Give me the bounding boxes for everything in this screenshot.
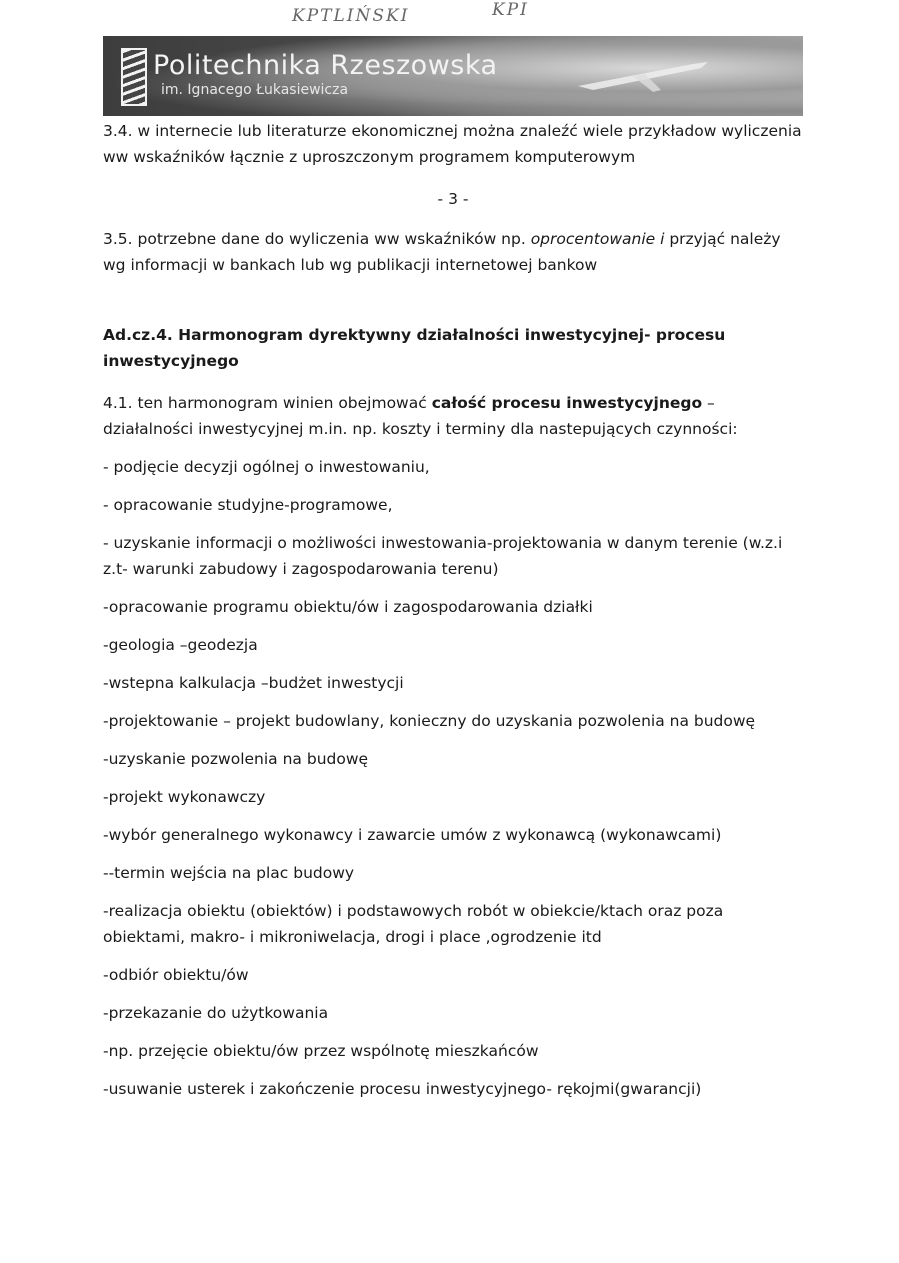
list-item: -opracowanie programu obiektu/ów i zagospodarowania działki xyxy=(103,598,593,616)
list-item: -geologia –geodezja xyxy=(103,636,258,654)
university-name: Politechnika Rzeszowska xyxy=(153,50,498,81)
list-item: -uzyskanie pozwolenia na budowę xyxy=(103,750,369,768)
airplane-icon xyxy=(573,56,713,96)
paragraph-4-1 xyxy=(103,390,803,442)
list-item: --termin wejścia na plac budowy xyxy=(103,864,355,882)
section-heading: Ad.cz.4. Harmonogram dyrektywny działalności inwestycyjnej- procesu inwestycyjnego xyxy=(103,326,726,370)
paragraph-3-5-text-end: przyjąć należy wg informacji w bankach lub wg publikacji internetowej bankow xyxy=(103,230,781,274)
handwritten-note-left: KPTLIŃSKI xyxy=(292,6,410,26)
document-body xyxy=(103,118,803,1102)
list-item: -realizacja obiektu (obiektów) i podstawowych robót w obiekcie/ktach oraz poza obiektami, makro- i mikroniwelacja, drogi i place ,ogrodzenie itd xyxy=(103,902,724,946)
list-item: -np. przejęcie obiektu/ów przez wspólnotę mieszkańców xyxy=(103,1042,539,1060)
list-item: - uzyskanie informacji o możliwości inwestowania-projektowania w danym terenie (w.z.i z.t- warunki zabudowy i zagospodarowania terenu) xyxy=(103,534,783,578)
page-number: - 3 - xyxy=(437,190,469,208)
list-item: -projekt wykonawczy xyxy=(103,788,266,806)
paragraph-3-5-italic: oprocentowanie i xyxy=(530,230,665,248)
list-item: -usuwanie usterek i zakończenie procesu inwestycyjnego- rękojmi(gwarancji) xyxy=(103,1080,702,1098)
list-item: - podjęcie decyzji ogólnej o inwestowaniu, xyxy=(103,458,430,476)
university-banner xyxy=(103,36,803,116)
list-item: - opracowanie studyjne-programowe, xyxy=(103,496,393,514)
paragraph-4-1-text-end: – działalności inwestycyjnej m.in. np. koszty i terminy dla nastepujących czynności: xyxy=(103,394,738,438)
university-logo-icon xyxy=(121,48,147,106)
university-subname: im. Ignacego Łukasiewicza xyxy=(161,82,349,98)
paragraph-3-5-text: 3.5. potrzebne dane do wyliczenia ww wskaźników np. xyxy=(103,230,531,248)
paragraph-3-4: 3.4. w internecie lub literaturze ekonomicznej można znaleźć wiele przykładow wyliczenia ww wskaźników łącznie z uproszczonym programem komputerowym xyxy=(103,122,802,166)
list-item: -wybór generalnego wykonawcy i zawarcie umów z wykonawcą (wykonawcami) xyxy=(103,826,722,844)
list-item: -odbiór obiektu/ów xyxy=(103,966,249,984)
list-item: -wstepna kalkulacja –budżet inwestycji xyxy=(103,674,404,692)
paragraph-4-1-text: 4.1. ten harmonogram winien obejmować xyxy=(103,394,432,412)
handwritten-note-right: KPI xyxy=(492,0,529,20)
list-item: -projektowanie – projekt budowlany, konieczny do uzyskania pozwolenia na budowę xyxy=(103,712,756,730)
paragraph-4-1-bold: całość procesu inwestycyjnego xyxy=(431,394,703,412)
list-item: -przekazanie do użytkowania xyxy=(103,1004,329,1022)
paragraph-3-5 xyxy=(103,226,803,278)
